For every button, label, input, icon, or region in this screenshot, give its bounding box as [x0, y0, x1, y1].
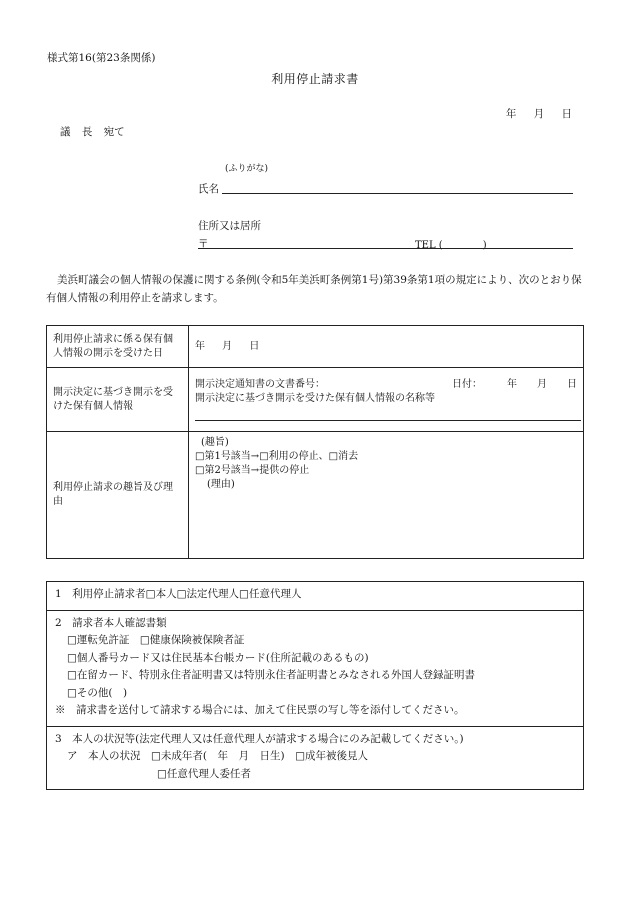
table-row: [47, 368, 584, 432]
address-label: 住所又は居所: [198, 220, 261, 232]
name-label: 氏名: [198, 183, 219, 195]
doc-number-label: 開示決定通知書の文書番号：: [195, 379, 325, 390]
page-title: 利用停止請求書: [271, 72, 359, 86]
name-field[interactable]: [222, 193, 573, 194]
id-document-option[interactable]: □運転免許証 □健康保険被保険者証: [67, 634, 245, 646]
id-documents-section: [47, 610, 583, 726]
doc-date-label: 日付： 年 月 日: [452, 379, 577, 390]
table-row: [47, 326, 584, 368]
purpose-reason-label: 利用停止請求の趣旨及び理由: [47, 432, 189, 559]
id-document-option[interactable]: □在留カード、特別永住者証明書又は特別永住者証明書とみなされる外国人登録証明書: [67, 669, 475, 681]
request-statement: 美浜町議会の個人情報の保護に関する条例(令和5年美浜町条例第1号)第39条第1項の規定により、次のとおり保有個人情報の利用停止を請求します。: [46, 274, 582, 304]
reason-heading: (理由): [207, 479, 235, 490]
form-number: 様式第16(第23条関係): [47, 52, 156, 64]
id-documents-note: ※ 請求書を送付して請求する場合には、加えて住民票の写し等を添付してください。: [55, 704, 465, 716]
request-details-table: [46, 325, 584, 559]
person-status-section: [47, 726, 583, 790]
addressee: 議 長 宛て: [60, 126, 125, 138]
id-document-option[interactable]: □個人番号カード又は住民基本台帳カード(住所記載のあるもの): [67, 651, 369, 664]
disclosed-info-cell[interactable]: [189, 368, 584, 432]
disclosed-info-label: 開示決定に基づき開示を受けた保有個人情報: [47, 368, 189, 432]
purpose-heading: (趣旨): [201, 437, 229, 448]
purpose-reason-cell[interactable]: [189, 432, 584, 559]
person-status-heading: 3 本人の状況等(法定代理人又は任意代理人が請求する場合にのみ記載してください。): [55, 732, 464, 745]
address-field[interactable]: [198, 248, 573, 249]
requester-type-options[interactable]: 1 利用停止請求者□本人□法定代理人□任意代理人: [55, 588, 302, 600]
id-document-option[interactable]: □その他( ): [67, 686, 128, 699]
table-row: [47, 432, 584, 559]
disclosure-date-value[interactable]: 年 月 日: [189, 326, 584, 368]
requester-type-section: [47, 582, 583, 610]
furigana-label: (ふりがな): [225, 164, 269, 174]
id-documents-heading: 2 請求者本人確認書類: [55, 616, 167, 629]
info-name-field[interactable]: [195, 420, 581, 421]
proxy-delegator-option[interactable]: □任意代理人委任者: [157, 767, 251, 780]
purpose-option-1[interactable]: □第1号該当→□利用の停止、□消去: [195, 451, 359, 462]
postal-mark: 〒: [198, 238, 209, 250]
person-status-options[interactable]: ア 本人の状況 □未成年者( 年 月 日生) □成年被後見人: [67, 750, 369, 762]
requester-info-box: [46, 581, 584, 790]
purpose-option-2[interactable]: □第2号該当→提供の停止: [195, 465, 310, 476]
info-name-label: 開示決定に基づき開示を受けた保有個人情報の名称等: [195, 393, 435, 404]
request-date: 年 月 日: [505, 108, 572, 120]
tel-label: TEL ( ): [415, 240, 487, 251]
disclosure-date-label: 利用停止請求に係る保有個人情報の開示を受けた日: [47, 326, 189, 368]
